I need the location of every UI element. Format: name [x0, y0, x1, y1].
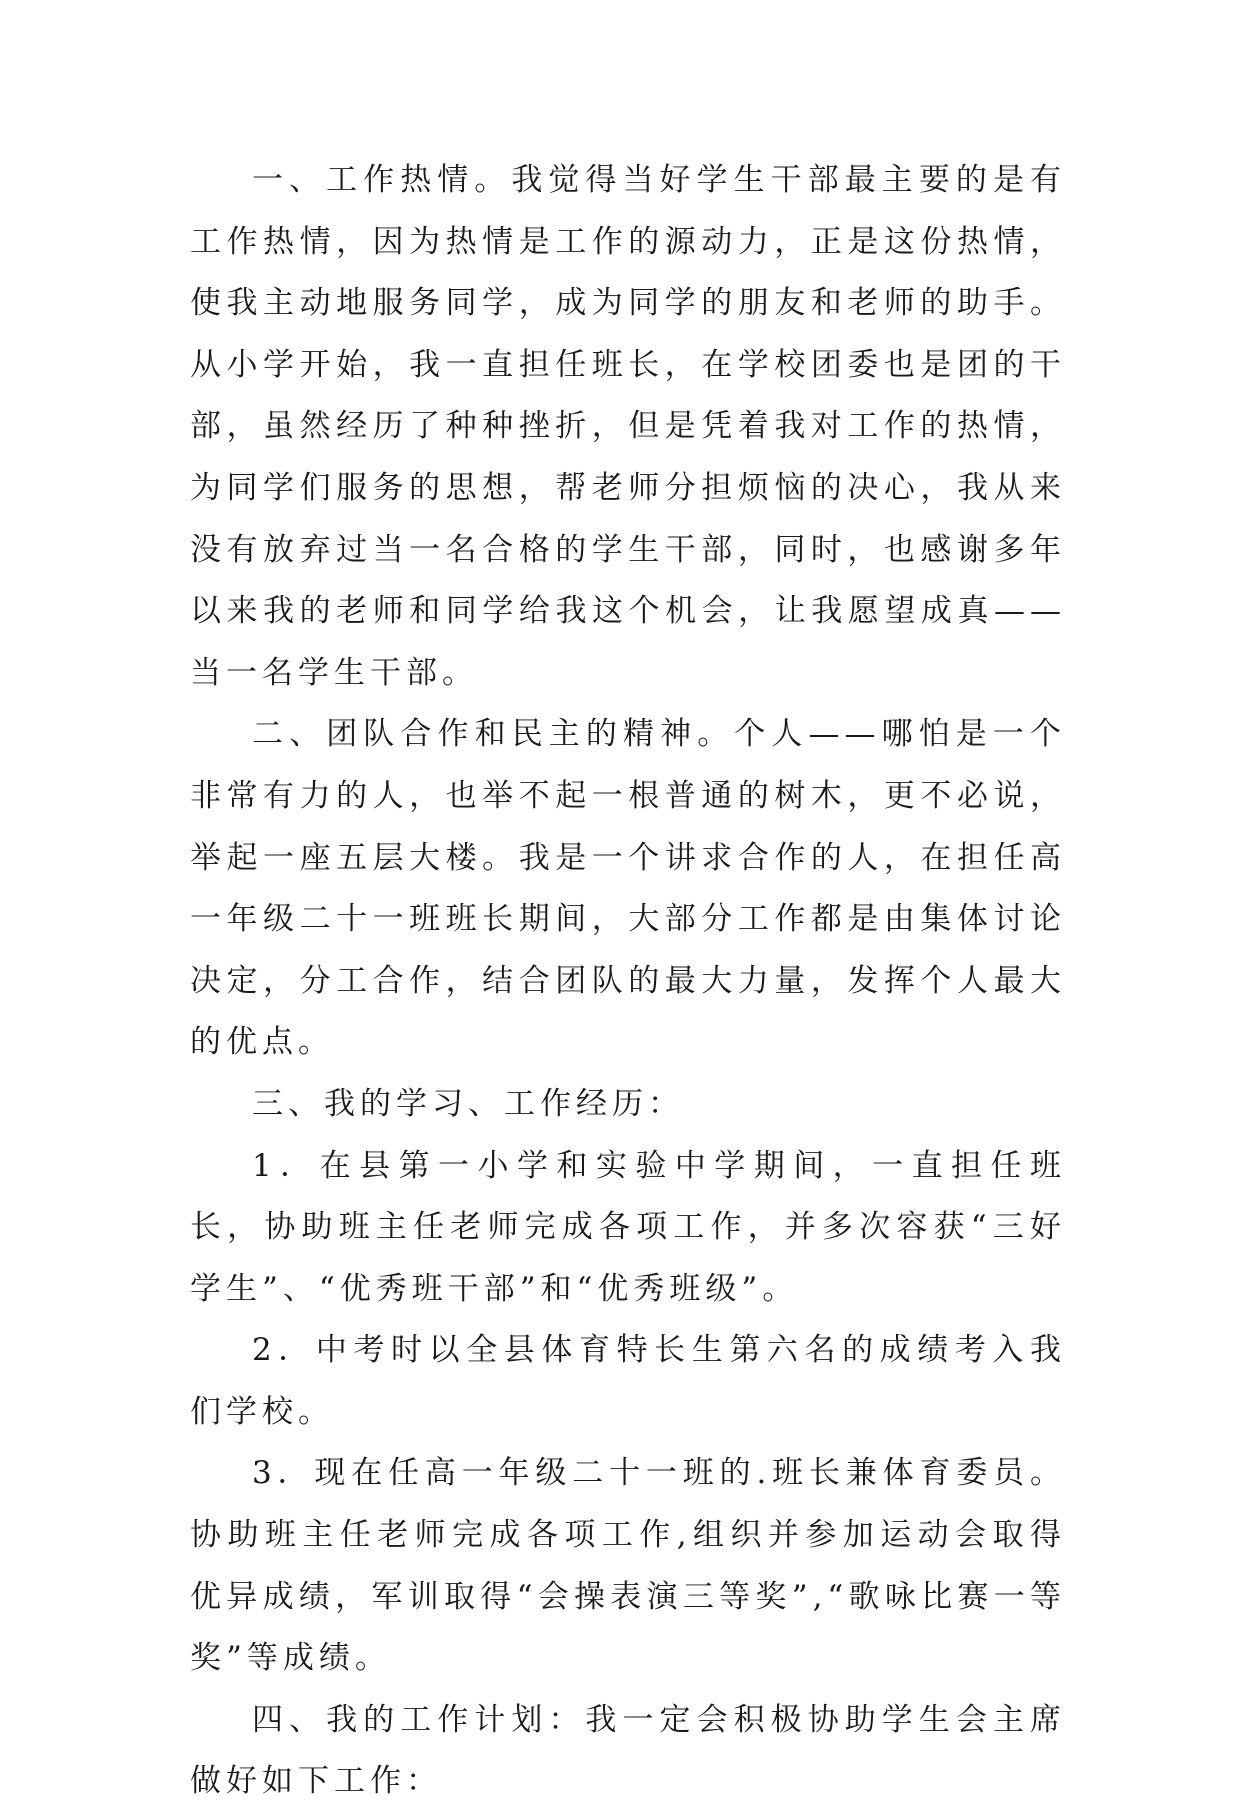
paragraph-experience-item-2: 2．中考时以全县体育特长生第六名的成绩考入我们学校。 [190, 1332, 1066, 1430]
paragraph-experience-heading: 三、我的学习、工作经历： [252, 1085, 684, 1122]
paragraph-work-enthusiasm: 一、工作热情。我觉得当好学生干部最主要的是有工作热情，因为热情是工作的源动力，正是这份热情，使我主动地服务同学，成为同学的朋友和老师的助手。从小学开始，我一直担任班长，在学校团委也是团的干部，虽然经历了种种挫折，但是凭着我对工作的热情，为同学们服务的思想，帮老师分担烦恼的决心，我从来没有放弃过当一名合格的学生干部，同时，也感谢多年以来我的老师和同学给我这个机会，让我愿望成真——当一名学生干部。 [190, 162, 1066, 691]
document-body [190, 150, 1066, 1813]
paragraph-experience-item-1: 1．在县第一小学和实验中学期间，一直担任班长，协助班主任老师完成各项工作，并多次容获“三好学生”、“优秀班干部”和“优秀班级”。 [190, 1147, 1066, 1307]
paragraph-experience-item-3: 3．现在任高一年级二十一班的.班长兼体育委员。协助班主任老师完成各项工作,组织并参加运动会取得优异成绩，军训取得“会操表演三等奖”,“歌咏比赛一等奖”等成绩。 [190, 1455, 1066, 1677]
paragraph-work-plan: 四、我的工作计划：我一定会积极协助学生会主席做好如下工作： [190, 1701, 1066, 1800]
paragraph-teamwork: 二、团队合作和民主的精神。个人——哪怕是一个非常有力的人，也举不起一根普通的树木，更不必说，举起一座五层大楼。我是一个讲求合作的人，在担任高一年级二十一班班长期间，大部分工作都是由集体讨论决定，分工合作，结合团队的最大力量，发挥个人最大的优点。 [190, 716, 1066, 1061]
